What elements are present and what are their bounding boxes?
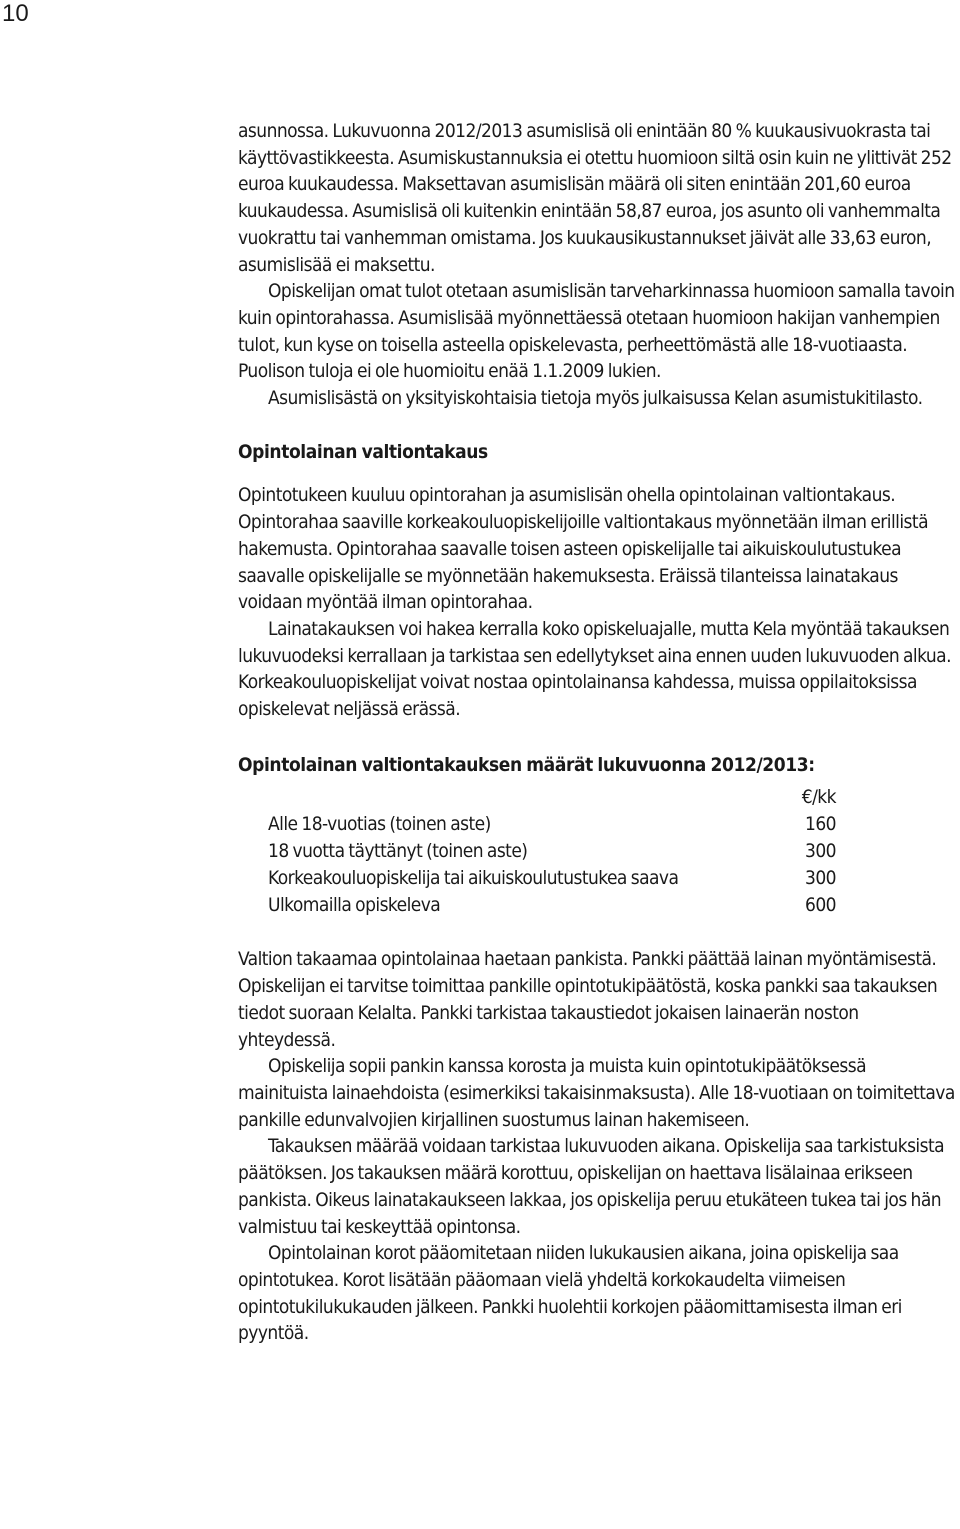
body-paragraph: Valtion takaamaa opintolainaa haetaan pankista. Pankki päättää lainan myöntämisestä. Opiskelijan ei tarvitse toimittaa pankille opintotukipäätöstä, koska pankki saa takauksen tiedot suoraan Kelalta. Pankki tarkistaa takaustiedot jokaisen lainaerän noston yhteydessä.	[238, 948, 938, 1051]
table-row-label: Korkeakouluopiskelija tai aikuiskoulutustukea saava	[268, 867, 679, 890]
section-heading-guarantee-amounts: Opintolainan valtiontakauksen määrät lukuvuonna 2012/2013:	[238, 753, 815, 776]
table-row-label: Alle 18-vuotias (toinen aste)	[268, 813, 491, 836]
table-row-label: 18 vuotta täyttänyt (toinen aste)	[268, 840, 528, 863]
page-content	[238, 118, 958, 1347]
section-heading-loan-guarantee: Opintolainan valtiontakaus	[238, 440, 488, 463]
guarantee-amounts-table	[268, 784, 836, 919]
table-row	[268, 892, 836, 919]
table-row	[268, 838, 836, 865]
body-paragraph: Takauksen määrää voidaan tarkistaa lukuvuoden aikana. Opiskelija saa tarkistuksista päätöksen. Jos takauksen määrä korottuu, opiskelijan on haettava lisälainaa erikseen pankista. Oikeus lainatakaukseen lakkaa, jos opiskelija peruu etukäteen tukea tai jos hän valmistuu tai keskeyttää opintonsa.	[238, 1135, 945, 1238]
body-paragraph: Asumislisästä on yksityiskohtaisia tietoja myös julkaisussa Kelan asumistukitilasto.	[268, 387, 923, 410]
table-unit-header: €/kk	[801, 786, 836, 809]
body-paragraph: Lainatakauksen voi hakea kerralla koko opiskeluajalle, mutta Kela myöntää takauksen lukuvuodeksi kerrallaan ja tarkistaa sen edellytykset aina ennen uuden lukuvuoden alkua. Korkeakouluopiskelijat voivat nostaa opintolainansa kahdessa, muissa oppilaitoksissa opiskelevat neljässä erässä.	[238, 617, 951, 721]
page-number: 10	[2, 0, 29, 27]
body-paragraph: Opiskelija sopii pankin kanssa korosta ja muista kuin opintotukipäätöksessä mainituista lainaehdoista (esimerkiksi takaisinmaksusta). Alle 18-vuotiaan on toimitettava pankille edunvalvojien kirjallinen suostumus lainan hakemiseen.	[238, 1055, 955, 1131]
table-row-value: 300	[805, 840, 836, 863]
table-row-value: 600	[805, 894, 836, 917]
table-row	[268, 865, 836, 892]
body-paragraph: Opintotukeen kuuluu opintorahan ja asumislisän ohella opintolainan valtiontakaus. Opintorahaa saaville korkeakouluopiskelijoille valtiontakaus myönnetään ilman erillistä hakemusta. Opintorahaa saavalle toisen asteen opiskelijalle tai aikuiskoulutustukea saavalle opiskelijalle se myönnetään hakemuksesta. Eräissä tilanteissa lainatakaus voidaan myöntää ilman opintorahaa.	[238, 484, 928, 614]
table-row-value: 300	[805, 867, 836, 890]
table-header-row	[268, 784, 836, 811]
body-paragraph: Opintolainan korot pääomitetaan niiden lukukausien aikana, joina opiskelija saa opintotukea. Korot lisätään pääomaan vielä yhdeltä korkokaudelta viimeisen opintotukilukukauden jälkeen. Pankki huolehtii korkojen pääomittamisesta ilman eri pyyntöä.	[238, 1242, 902, 1345]
table-row	[268, 811, 836, 838]
table-row-value: 160	[805, 813, 836, 836]
body-paragraph: Opiskelijan omat tulot otetaan asumislisän tarveharkinnassa huomioon samalla tavoin kuin opintorahassa. Asumislisää myönnettäessä otetaan huomioon hakijan vanhempien tulot, kun kyse on toisella asteella opiskelevasta, perheettömästä alle 18-vuotiaasta. Puolison tuloja ei ole huomioitu enää 1.1.2009 lukien.	[238, 280, 955, 383]
table-row-label: Ulkomailla opiskeleva	[268, 894, 441, 917]
table-header-blank	[268, 784, 776, 811]
body-paragraph: asunnossa. Lukuvuonna 2012/2013 asumislisä oli enintään 80 % kuukausivuokrasta tai käyttövastikkeesta. Asumiskustannuksia ei otettu huomioon siltä osin kuin ne ylittivät 252 euroa kuukaudessa. Maksettavan asumislisän määrä oli siten enintään 201,60 euroa kuukaudessa. Asumislisä oli kuitenkin enintään 58,87 euroa, jos asunto oli vanhemmalta vuokrattu tai vanhemman omistama. Jos kuukausikustannukset jäivät alle 33,63 euron, asumislisää ei maksettu.	[238, 120, 952, 276]
